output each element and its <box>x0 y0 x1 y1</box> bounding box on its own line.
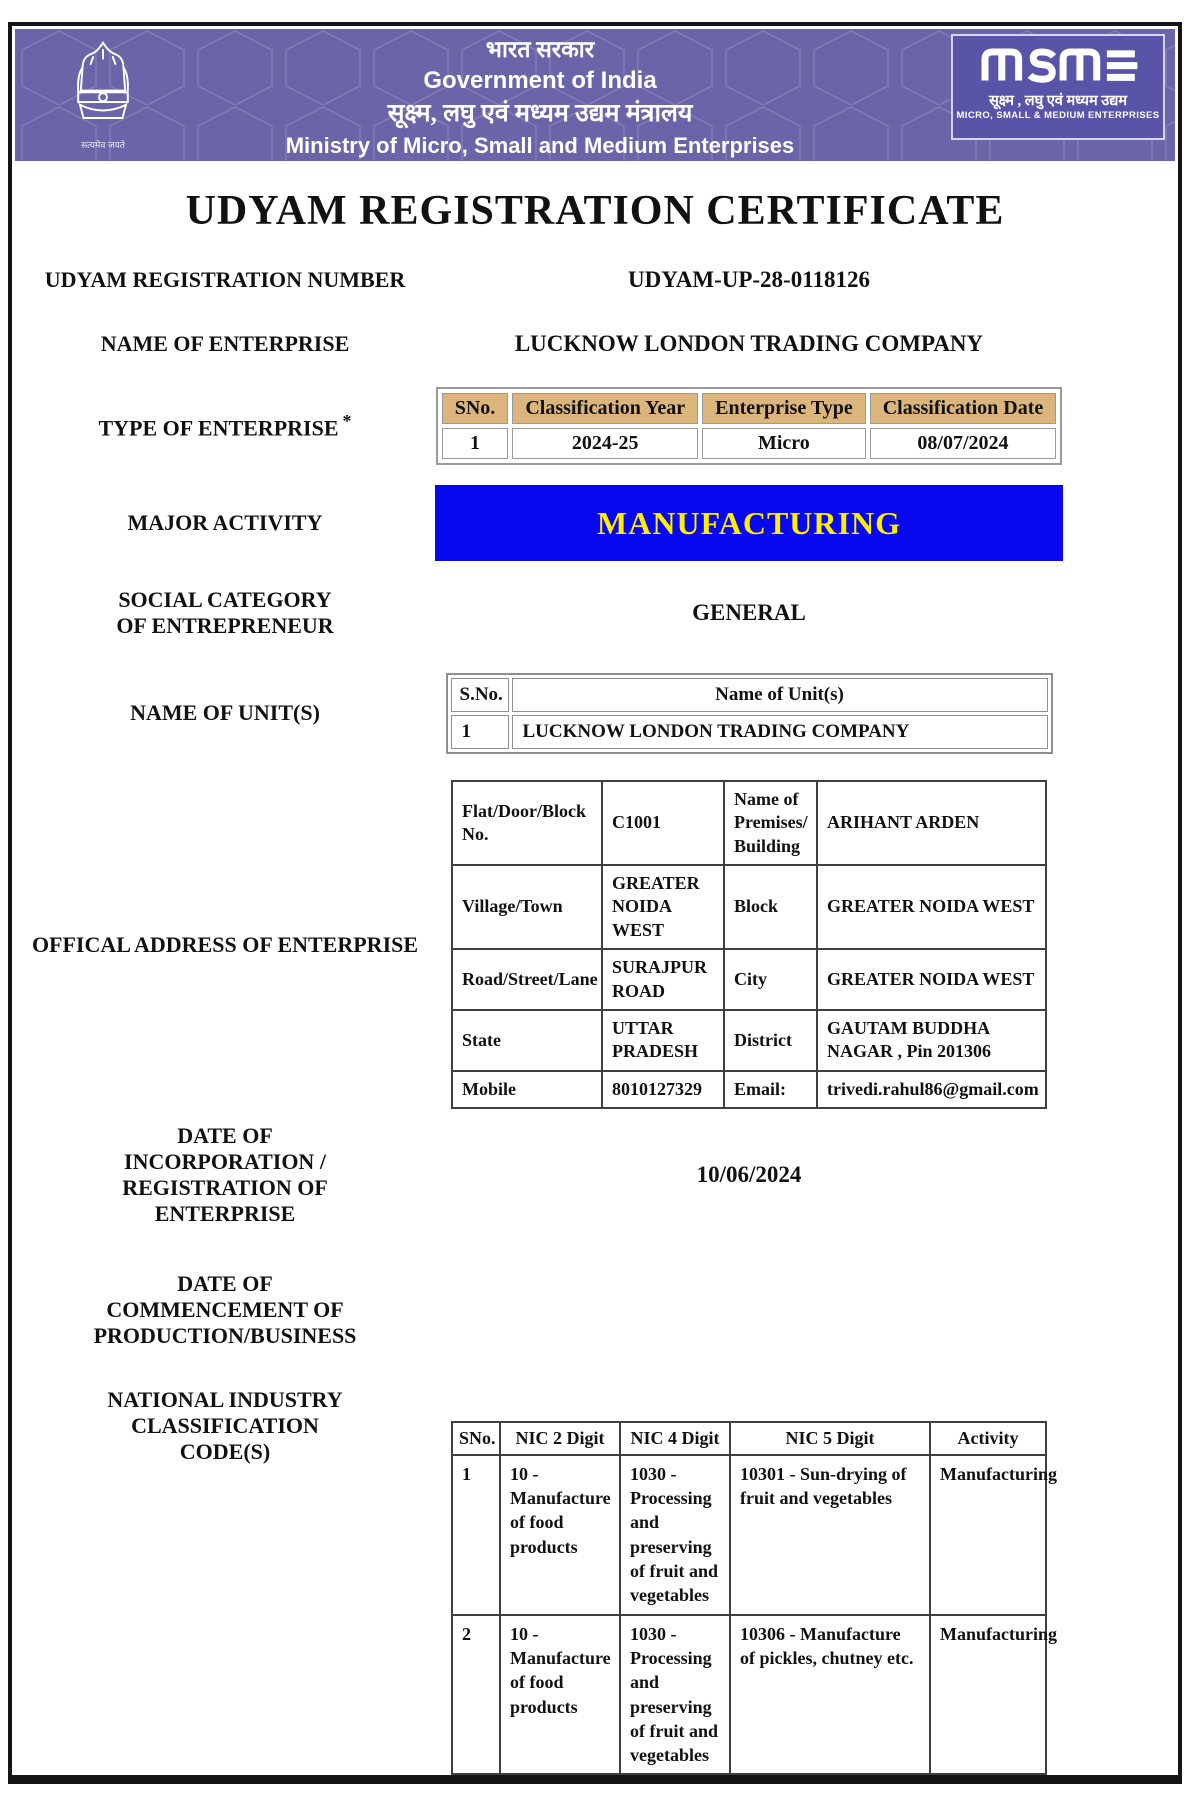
table-cell: 10301 - Sun-drying of fruit and vegetables <box>730 1455 930 1615</box>
enterprise-name-row <box>15 331 1175 357</box>
table-cell: 8010127329 <box>602 1071 724 1108</box>
table-header-row <box>442 393 1057 424</box>
table-row <box>452 781 1046 865</box>
table-header-cell: NIC 2 Digit <box>500 1422 620 1455</box>
incorporation-date-value: 10/06/2024 <box>696 1162 802 1188</box>
units-label: NAME OF UNIT(S) <box>130 700 320 726</box>
table-cell: GREATER NOIDA WEST <box>817 865 1046 949</box>
registration-number-row <box>15 267 1175 293</box>
units-row <box>15 673 1175 754</box>
table-cell: GREATER NOIDA WEST <box>602 865 724 949</box>
table-header-cell: NIC 5 Digit <box>730 1422 930 1455</box>
table-header-cell: Name of Unit(s) <box>512 678 1048 712</box>
table-cell: 10306 - Manufacture of pickles, chutney etc. <box>730 1615 930 1775</box>
commencement-date-label: DATE OF COMMENCEMENT OF PRODUCTION/BUSINESS <box>93 1271 357 1348</box>
table-cell: State <box>452 1010 602 1071</box>
table-cell: 08/07/2024 <box>870 428 1057 459</box>
table-cell: 1030 - Processing and preserving of fruit and vegetables <box>620 1615 730 1775</box>
address-row <box>15 780 1175 1109</box>
table-header-cell: NIC 4 Digit <box>620 1422 730 1455</box>
social-category-row <box>15 587 1175 639</box>
msme-logo-hindi: सूक्ष्म , लघु एवं मध्यम उद्यम <box>988 93 1128 109</box>
msme-logo-letters-icon <box>978 43 1138 85</box>
enterprise-type-table <box>436 387 1063 465</box>
table-cell: Micro <box>702 428 866 459</box>
asterisk: * <box>342 410 352 431</box>
table-cell: Flat/Door/Block No. <box>452 781 602 865</box>
table-cell: Block <box>724 865 817 949</box>
table-cell: 1030 - Processing and preserving of fruit and vegetables <box>620 1455 730 1615</box>
table-cell: SURAJPUR ROAD <box>602 949 724 1010</box>
nic-codes-table <box>451 1421 1057 1776</box>
table-cell: UTTAR PRADESH <box>602 1010 724 1071</box>
table-row <box>452 1455 1046 1615</box>
emblem-caption: सत्यमेव जयते <box>81 140 125 150</box>
table-cell: Mobile <box>452 1071 602 1108</box>
type-of-enterprise-row <box>15 387 1175 465</box>
table-cell: GREATER NOIDA WEST <box>817 949 1046 1010</box>
msme-logo <box>951 34 1165 140</box>
enterprise-name-label: NAME OF ENTERPRISE <box>100 331 350 357</box>
nic-codes-label: NATIONAL INDUSTRY CLASSIFICATION CODE(S) <box>107 1386 343 1464</box>
table-cell: 2 <box>452 1615 500 1775</box>
emblem-of-india-icon <box>67 37 139 155</box>
table-row <box>452 949 1046 1010</box>
table-cell: 10 - Manufacture of food products <box>500 1615 620 1775</box>
table-cell: Village/Town <box>452 865 602 949</box>
table-header-cell: SNo. <box>452 1422 500 1455</box>
table-header-row <box>451 678 1048 712</box>
table-header-cell: Activity <box>930 1422 1046 1455</box>
table-cell: C1001 <box>602 781 724 865</box>
table-cell: trivedi.rahul86@gmail.com <box>817 1071 1046 1108</box>
table-cell: Manufacturing <box>930 1615 1046 1775</box>
table-cell: Road/Street/Lane <box>452 949 602 1010</box>
type-of-enterprise-label: TYPE OF ENTERPRISE * <box>98 410 352 441</box>
table-row <box>452 865 1046 949</box>
major-activity-banner: MANUFACTURING <box>435 485 1063 561</box>
table-row <box>452 1615 1046 1775</box>
table-header-cell: Classification Year <box>512 393 698 424</box>
incorporation-date-row <box>15 1123 1175 1227</box>
table-cell: 2024-25 <box>512 428 698 459</box>
page-title: UDYAM REGISTRATION CERTIFICATE <box>185 188 1005 234</box>
table-cell: Manufacturing <box>930 1455 1046 1615</box>
table-row <box>452 1071 1046 1108</box>
table-row <box>442 428 1057 459</box>
table-header-cell: S.No. <box>451 678 509 712</box>
table-header-cell: SNo. <box>442 393 509 424</box>
banner-english-ministry: Ministry of Micro, Small and Medium Enterprises <box>285 133 795 158</box>
certificate-frame <box>8 22 1182 1784</box>
address-label: OFFICAL ADDRESS OF ENTERPRISE <box>31 931 419 957</box>
table-cell: Name of Premises/ Building <box>724 781 817 865</box>
registration-number-value: UDYAM-UP-28-0118126 <box>628 267 870 292</box>
major-activity-row <box>15 485 1175 561</box>
udyam-certificate-page <box>0 22 1190 1806</box>
table-header-cell: Enterprise Type <box>702 393 866 424</box>
government-banner <box>15 29 1175 161</box>
table-cell: Email: <box>724 1071 817 1108</box>
social-category-value: GENERAL <box>692 599 806 625</box>
banner-english-govt: Government of India <box>423 67 657 94</box>
banner-hindi-ministry: सूक्ष्म, लघु एवं मध्यम उद्यम मंत्रालय <box>387 100 693 127</box>
table-header-cell: Classification Date <box>870 393 1057 424</box>
incorporation-date-label: DATE OF INCORPORATION / REGISTRATION OF ENTERPRISE <box>122 1123 328 1227</box>
table-cell: 10 - Manufacture of food products <box>500 1455 620 1615</box>
enterprise-name-value: LUCKNOW LONDON TRADING COMPANY <box>514 331 984 356</box>
address-table <box>451 780 1047 1109</box>
msme-logo-english: MICRO, SMALL & MEDIUM ENTERPRISES <box>956 110 1160 121</box>
commencement-date-row <box>15 1271 1175 1349</box>
table-cell: District <box>724 1010 817 1071</box>
units-table <box>446 673 1053 754</box>
banner-text-block <box>165 35 915 161</box>
table-cell: ARIHANT ARDEN <box>817 781 1046 865</box>
table-row <box>452 1010 1046 1071</box>
nic-codes-row <box>15 1387 1175 1776</box>
table-cell: GAUTAM BUDDHA NAGAR , Pin 201306 <box>817 1010 1046 1071</box>
table-row <box>451 715 1048 749</box>
registration-number-label: UDYAM REGISTRATION NUMBER <box>44 267 406 293</box>
banner-hindi-govt: भारत सरकार <box>485 37 595 62</box>
major-activity-label: MAJOR ACTIVITY <box>127 510 323 536</box>
table-cell: 1 <box>452 1455 500 1615</box>
table-cell: LUCKNOW LONDON TRADING COMPANY <box>512 715 1048 749</box>
table-header-row <box>452 1422 1046 1455</box>
social-category-label: SOCIAL CATEGORY OF ENTREPRENEUR <box>116 587 334 638</box>
table-cell: 1 <box>451 715 509 749</box>
table-cell: City <box>724 949 817 1010</box>
table-cell: 1 <box>442 428 509 459</box>
